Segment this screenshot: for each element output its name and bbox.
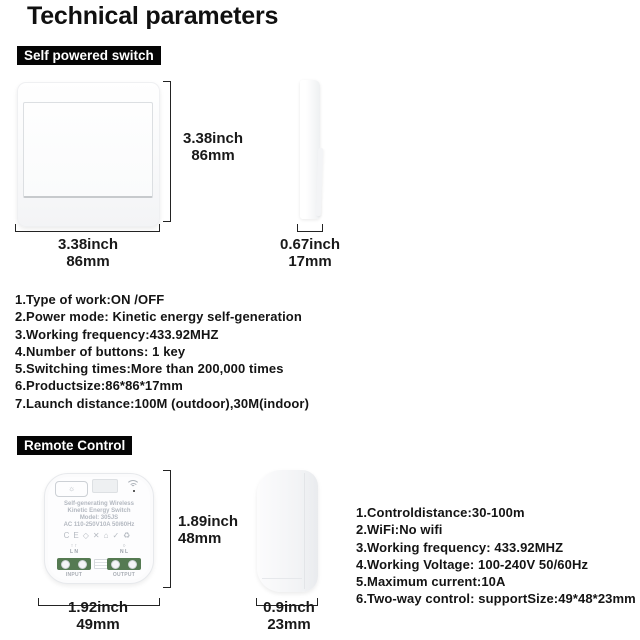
- spec-line: 5.Switching times:More than 200,000 times: [15, 361, 284, 377]
- section-badge-self-powered-switch: Self powered switch: [17, 46, 161, 65]
- wifi-icon: [126, 480, 142, 494]
- dimension-bracket-remote-height: [163, 470, 171, 588]
- arrow-up-icons: ↑ ↑: [70, 543, 78, 549]
- spec-line: 4.Number of buttons: 1 key: [15, 343, 186, 359]
- module-print-text: [45, 501, 153, 529]
- terminal-input-label: INPUT: [65, 572, 83, 578]
- switch-width-label: [33, 237, 143, 270]
- spec-line: 6.Productsize:86*86*17mm: [15, 378, 183, 394]
- switch-side-image: [300, 80, 320, 219]
- terminal-screw: [111, 560, 120, 569]
- remote-height-label: [178, 514, 252, 547]
- spec-line: 5.Maximum current:10A: [356, 574, 506, 590]
- remote-spec-list: [356, 504, 636, 608]
- spec-line: 1.Type of work:ON /OFF: [15, 292, 165, 307]
- module-model-line: Model: 305JS: [79, 515, 119, 521]
- terminal-screw: [61, 560, 70, 569]
- spec-line: 3.Working frequency:433.92MHZ: [15, 326, 219, 342]
- spec-line: 7.Launch distance:100M (outdoor),30M(indoor): [15, 395, 310, 411]
- switch-side-rocker-edge: [316, 148, 323, 216]
- module-rating-line: AC 110-250V10A 50/60Hz: [63, 522, 135, 528]
- spec-line: 6.Two-way control: supportSize:49*48*23mm: [356, 591, 636, 607]
- check-icon: ✓: [112, 531, 124, 540]
- dimension-bracket-switch-width: [15, 224, 160, 232]
- dimension-bracket-switch-height: [163, 81, 171, 222]
- sun-icon: ☼: [67, 484, 76, 493]
- dimension-value-inch: 0.9inch: [263, 599, 315, 616]
- dimension-value-inch: 1.89inch: [178, 513, 239, 530]
- switch-rocker-button: [23, 102, 153, 198]
- house-icon: ⌂: [103, 531, 113, 540]
- weee-bin-icon: ✕: [92, 531, 104, 540]
- dimension-value-mm: 48mm: [178, 529, 222, 547]
- wiring-marks-left: [57, 543, 91, 555]
- switch-height-label: [176, 131, 250, 164]
- module-title-line: Kinetic Energy Switch: [67, 508, 131, 514]
- dimension-value-inch: 3.38inch: [182, 130, 244, 147]
- spec-line: 3.Working frequency: 433.92MHZ: [356, 539, 564, 555]
- module-title-line: Self-generating Wireless: [64, 501, 134, 507]
- dimension-value-mm: 86mm: [191, 146, 235, 164]
- remote-module-front-image: [44, 473, 154, 584]
- switch-spec-list: [15, 291, 309, 412]
- spec-line: 1.Controldistance:30-100m: [356, 505, 525, 520]
- dimension-value-inch: 3.38inch: [57, 236, 119, 253]
- spec-line: 2.WiFi:No wifi: [356, 522, 443, 538]
- terminal-block-output: [107, 558, 141, 570]
- dimension-value-inch: 1.92inch: [67, 599, 129, 616]
- module-side-seam: [262, 578, 302, 579]
- lamp-circle-icon: ○: [122, 543, 126, 549]
- diamond-cert-icon: ◇: [82, 531, 93, 540]
- terminal-screw: [78, 560, 87, 569]
- terminal-block-input: [57, 558, 91, 570]
- remote-depth-label: [258, 600, 320, 633]
- certification-icons-row: [45, 531, 153, 541]
- recycle-icon: ♻: [123, 531, 135, 540]
- module-window: [92, 479, 118, 493]
- switch-depth-label: [272, 237, 348, 270]
- dimension-value-inch: 0.67inch: [279, 236, 341, 253]
- module-side-seam: [304, 473, 305, 589]
- dimension-value-mm: 17mm: [288, 252, 332, 270]
- spec-line: 4.Working Voltage: 100-240V 50/60Hz: [356, 556, 589, 572]
- spec-line: 2.Power mode: Kinetic energy self-generation: [15, 309, 302, 325]
- dimension-value-mm: 49mm: [76, 615, 120, 633]
- page-title: Technical parameters: [27, 2, 279, 30]
- remote-module-side-image: [257, 470, 318, 592]
- section-badge-remote-control: Remote Control: [17, 436, 132, 455]
- wiring-letters: N L: [119, 549, 129, 555]
- wiring-letters: L N: [70, 549, 78, 555]
- remote-width-label: [48, 600, 148, 633]
- wiring-marks-right: [107, 543, 141, 555]
- dimension-bracket-switch-depth: [297, 224, 323, 232]
- dimension-value-mm: 86mm: [66, 252, 110, 270]
- ce-mark-icon: CE: [63, 531, 83, 540]
- light-button-outline: [55, 481, 88, 497]
- terminal-screw: [128, 560, 137, 569]
- dimension-value-mm: 23mm: [267, 615, 311, 633]
- terminal-output-label: OUTPUT: [112, 572, 136, 578]
- switch-front-image: [17, 82, 160, 227]
